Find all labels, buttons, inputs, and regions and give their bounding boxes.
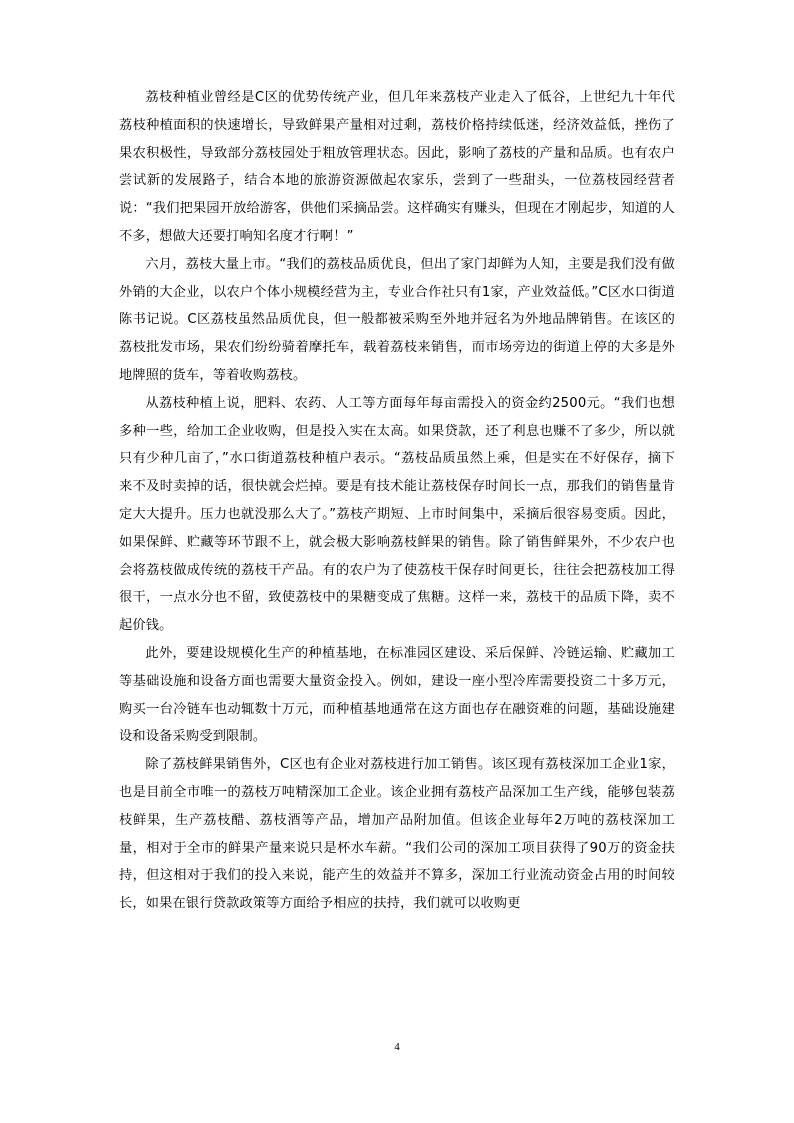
paragraph-3: 从荔枝种植上说，肥料、农药、人工等方面每年每亩需投入的资金约2500元。“我们也想多种一些，给加工企业收购，但是投入实在太高。如果贷款，还了利息也赚不了多少，所以就只有少种几亩了，”水口街道荔枝种植户表示。“荔枝品质虽然上乘，但是实在不好保存，摘下来不及时卖掉的话，很快就会烂掉。要是有技术能让荔枝保存时间长一点，那我们的销售量肯定大大提升。压力也就没那么大了。”荔枝产期短、上市时间集中，采摘后很容易变质。因此，如果保鲜、贮藏等环节跟不上，就会极大影响荔枝鲜果的销售。除了销售鲜果外，不少农户也会将荔枝做成传统的荔枝干产品。有的农户为了使荔枝干保存时间更长，往往会把荔枝加工得很干，一点水分也不留，致使荔枝中的果糖变成了焦糖。这样一来，荔枝干的品质下降，卖不起价钱。 [119,395,675,634]
paragraph-4: 此外，要建设规模化生产的种植基地，在标准园区建设、采后保鲜、冷链运输、贮藏加工等基础设施和设备方面也需要大量资金投入。例如，建设一座小型冷库需要投资二十多万元，购买一台冷链车也动辄数十万元，而种植基地通常在这方面也存在融资难的问题，基础设施建设和设备采购受到限制。 [119,645,675,745]
paragraph-5: 除了荔枝鲜果销售外，C区也有企业对荔枝进行加工销售。该区现有荔枝深加工企业1家，也是目前全市唯一的荔枝万吨精深加工企业。该企业拥有荔枝产品深加工生产线，能够包装荔枝鲜果，生产荔枝醋、荔枝酒等产品，增加产品附加值。但该企业每年2万吨的荔枝深加工量，相对于全市的鲜果产量来说只是杯水车薪。“我们公司的深加工项目获得了90万的资金扶持，但这相对于我们的投入来说，能产生的效益并不算多，深加工行业流动资金占用的时间较长，如果在银行贷款政策等方面给予相应的扶持，我们就可以收购更 [119,757,675,912]
paragraph-2: 六月，荔枝大量上市。“我们的荔枝品质优良，但出了家门却鲜为人知，主要是我们没有做外销的大企业，以农户个体小规模经营为主，专业合作社只有1家，产业效益低。”C区水口街道陈书记说。C区荔枝虽然品质优良，但一般都被采购至外地并冠名为外地品牌销售。在该区的荔枝批发市场，果农们纷纷骑着摩托车，载着荔枝来销售，而市场旁边的街道上停的大多是外地牌照的货车，等着收购荔枝。 [119,256,675,383]
paragraph-1: 荔枝种植业曾经是C区的优势传统产业，但几年来荔枝产业走入了低谷，上世纪九十年代荔枝种植面积的快速增长，导致鲜果产量相对过剩，荔枝价格持续低迷，经济效益低，挫伤了果农积极性，导致部分荔枝园处于粗放管理状态。因此，影响了荔枝的产量和品质。也有农户尝试新的发展路子，结合本地的旅游资源做起农家乐，尝到了一些甜头，一位荔枝园经营者说：“我们把果园开放给游客，供他们采摘品尝。这样确实有赚头，但现在才刚起步，知道的人不多，想做大还要打响知名度才行啊！” [119,90,675,244]
document-body [119,84,675,918]
page-number: 4 [394,1041,400,1053]
